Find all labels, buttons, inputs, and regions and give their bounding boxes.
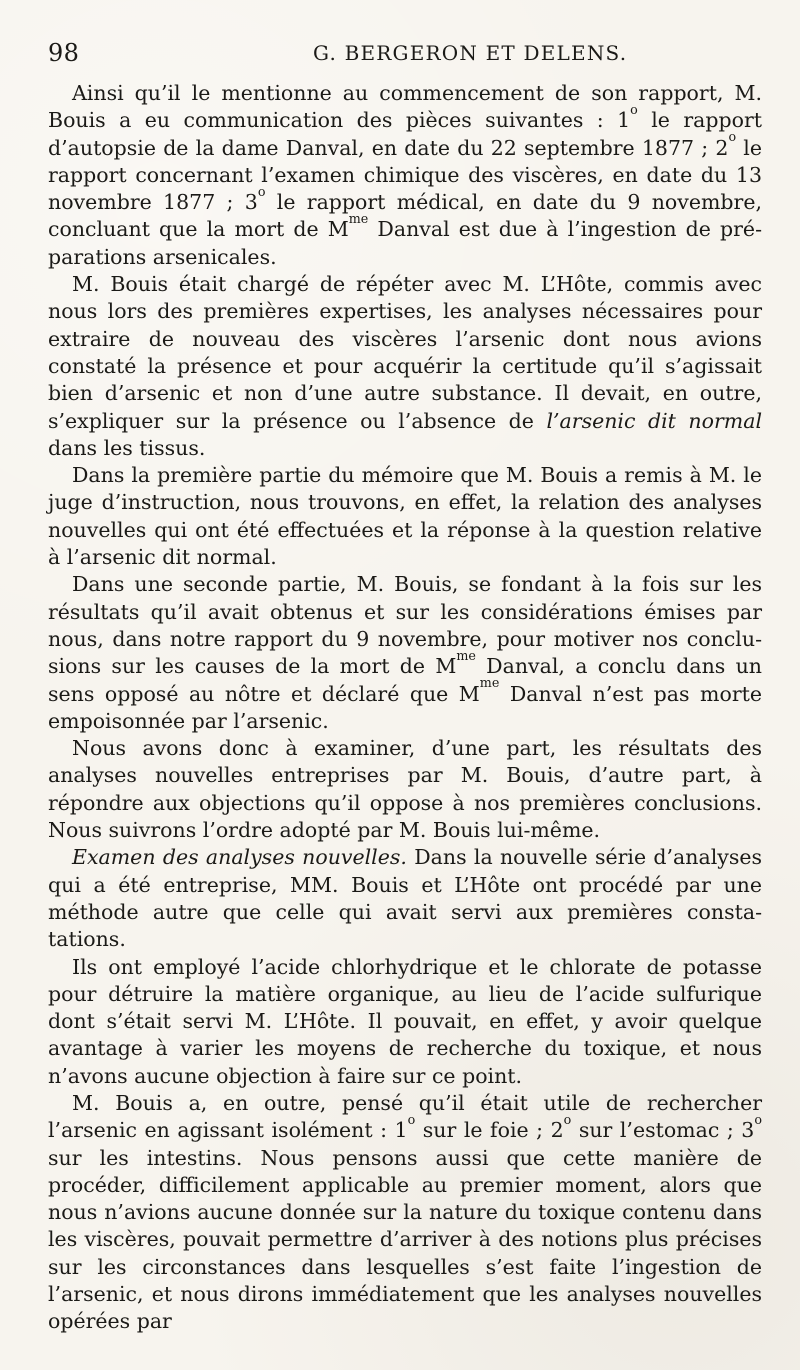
italic-text: l’arsenic dit normal bbox=[546, 408, 762, 433]
superscript-text: o bbox=[563, 1111, 572, 1127]
paragraph-text: le rapport concernant l’examen chimique des viscères, en date du 13 novembre 1877 ; 3 bbox=[48, 135, 762, 215]
paragraph bbox=[48, 1090, 762, 1336]
superscript-text: me bbox=[479, 674, 500, 690]
paragraph-text: le rapport d’autopsie de la dame Danval, en date du 22 septembre 1877 ; 2 bbox=[48, 108, 762, 160]
paragraph bbox=[48, 571, 762, 735]
superscript-text: o bbox=[728, 129, 737, 145]
paragraph-text: Ils ont employé l’acide chlorhydrique et le chlorate de potasse pour détruire la matière organique, au lieu de l’acide sulfurique dont s’était servi M. L’Hôte. Il pouvait, en effet, y avoir quelque avantage à varier les moyens de recherche du toxique, et nous n’avons aucune objection à faire sur ce point. bbox=[48, 954, 762, 1088]
paragraph bbox=[48, 844, 762, 953]
paragraph-text: sur le foie ; 2 bbox=[415, 1118, 564, 1143]
paragraph-text: Dans la nouvelle série d’analyses qui a été entreprise, MM. Bouis et L’Hôte ont procédé par une méthode autre que celle qui avait servi aux premières constatations. bbox=[48, 845, 763, 952]
paragraph-text: M. Bouis a, en outre, pensé qu’il était utile de rechercher l’arsenic en agissant isolément : 1 bbox=[48, 1090, 762, 1143]
running-head: G. BERGERON ET DELENS. bbox=[313, 41, 628, 65]
paragraph bbox=[48, 271, 762, 462]
paragraph-text: Danval n’est pas morte empoisonnée par l’arsenic. bbox=[48, 681, 762, 733]
superscript-text: o bbox=[257, 183, 266, 199]
paragraph-text: Ainsi qu’il le mentionne au commencement de son rapport, M. Bouis a eu communication des pièces suivantes : 1 bbox=[48, 81, 762, 133]
paragraph bbox=[48, 954, 762, 1090]
italic-text: Examen des analyses nouvelles. bbox=[72, 845, 407, 870]
paragraph-text: dans les tissus. bbox=[48, 435, 206, 460]
page-number: 98 bbox=[48, 39, 80, 67]
superscript-text: me bbox=[348, 210, 369, 226]
paragraph-text: Dans une seconde partie, M. Bouis, se fondant à la fois sur les résultats qu’il avait obtenus et sur les considérations émises par nous, dans notre rapport du 9 novembre, pour motiver nos conclusions sur les causes de la mort de M bbox=[48, 572, 762, 679]
paragraph bbox=[48, 735, 762, 844]
paragraph-text: Danval, a conclu dans un sens opposé au nôtre et déclaré que M bbox=[48, 654, 762, 706]
superscript-text: o bbox=[630, 101, 638, 117]
page-header bbox=[48, 36, 752, 70]
superscript-text: o bbox=[754, 1111, 762, 1127]
paragraph-text: Nous avons donc à examiner, d’une part, les résultats des analyses nouvelles entreprises par M. Bouis, d’autre part, à répondre aux objections qu’il oppose à nos premières conclusions. Nous suivrons l’ordre adopté par M. Bouis lui-même. bbox=[48, 736, 762, 843]
superscript-text: o bbox=[407, 1111, 416, 1127]
paragraph bbox=[48, 462, 762, 571]
paragraph-text: Dans la première partie du mémoire que M. Bouis a remis à M. le juge d’instruction, nous trouvons, en effet, la relation des analyses nouvelles qui ont été effectuées et la réponse à la question relative à l’arsenic dit normal. bbox=[48, 463, 762, 570]
paragraph-text: Danval est due à l’ingestion de préparations arsenicales. bbox=[48, 217, 762, 269]
paragraph-text: sur l’estomac ; 3 bbox=[571, 1118, 755, 1143]
paragraph-text: sur les intestins. Nous pensons aussi que cette manière de procéder, difficilement applicable au premier moment, alors que nous n’avions aucune donnée sur la nature du toxique contenu dans les viscères, pouvait permettre d’arriver à des notions plus précises sur les circonstances dans lesquelles s’est faite l’ingestion de l’arsenic, et nous dirons immédiatement que les analyses nouvelles opérées par bbox=[48, 1145, 762, 1334]
body-text bbox=[48, 80, 762, 1336]
superscript-text: me bbox=[456, 647, 476, 663]
paragraph bbox=[48, 80, 762, 271]
paragraph-text: M. Bouis était chargé de répéter avec M. L’Hôte, commis avec nous lors des premières expertises, les analyses nécessaires pour extraire de nouveau des viscères l’arsenic dont nous avions constaté la présence et pour acquérir la certitude qu’il s’agissait bien d’arsenic et non d’une autre substance. Il devait, en outre, s’expliquer sur la présence ou l’absence de bbox=[48, 272, 762, 433]
paragraph-text: le rapport médical, en date du 9 novembre, concluant que la mort de M bbox=[48, 190, 762, 242]
